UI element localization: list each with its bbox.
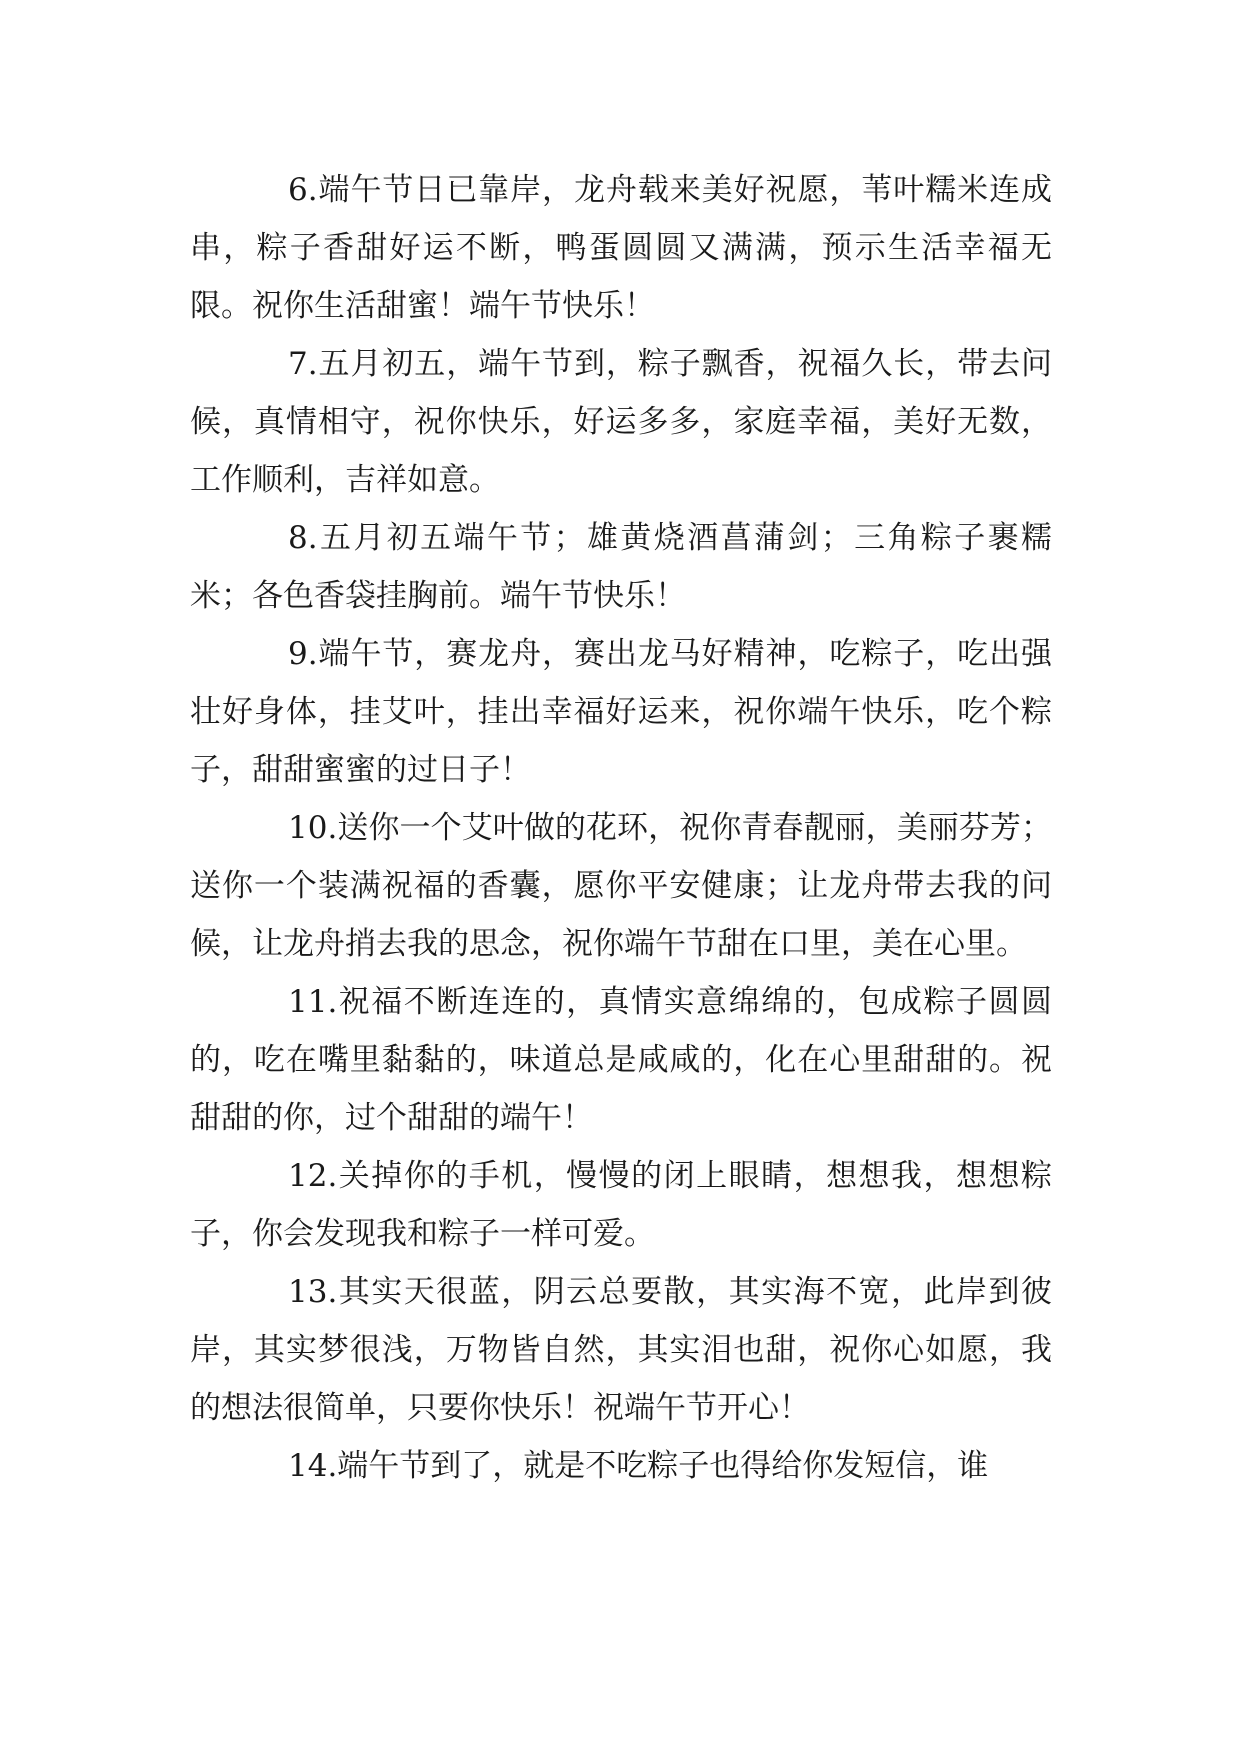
paragraph-7: 7.五月初五，端午节到，粽子飘香，祝福久长，带去问候，真情相守，祝你快乐，好运多多，家庭幸福，美好无数，工作顺利，吉祥如意。 xyxy=(190,346,1052,498)
paragraph-13: 13.其实天很蓝，阴云总要散，其实海不宽，此岸到彼岸，其实梦很浅，万物皆自然，其实泪也甜，祝你心如愿，我的想法很简单，只要你快乐！祝端午节开心！ xyxy=(190,1274,1052,1426)
paragraph-11: 11.祝福不断连连的，真情实意绵绵的，包成粽子圆圆的，吃在嘴里黏黏的，味道总是咸咸的，化在心里甜甜的。祝甜甜的你，过个甜甜的端午！ xyxy=(190,984,1052,1136)
paragraph-9: 9.端午节，赛龙舟，赛出龙马好精神，吃粽子，吃出强壮好身体，挂艾叶，挂出幸福好运来，祝你端午快乐，吃个粽子，甜甜蜜蜜的过日子！ xyxy=(190,636,1052,788)
paragraph-8: 8.五月初五端午节；雄黄烧酒菖蒲剑；三角粽子裹糯米；各色香袋挂胸前。端午节快乐！ xyxy=(190,520,1052,614)
paragraph-12: 12.关掉你的手机，慢慢的闭上眼睛，想想我，想想粽子，你会发现我和粽子一样可爱。 xyxy=(190,1158,1052,1252)
paragraph-6: 6.端午节日已靠岸，龙舟载来美好祝愿，苇叶糯米连成串，粽子香甜好运不断，鸭蛋圆圆又满满，预示生活幸福无限。祝你生活甜蜜！端午节快乐！ xyxy=(190,172,1052,324)
paragraph-10: 10.送你一个艾叶做的花环，祝你青春靓丽，美丽芬芳；送你一个装满祝福的香囊，愿你平安健康；让龙舟带去我的问候，让龙舟捎去我的思念，祝你端午节甜在口里，美在心里。 xyxy=(190,810,1052,962)
paragraph-14: 14.端午节到了，就是不吃粽子也得给你发短信，谁 xyxy=(288,1448,989,1484)
document-body xyxy=(190,161,1052,1495)
